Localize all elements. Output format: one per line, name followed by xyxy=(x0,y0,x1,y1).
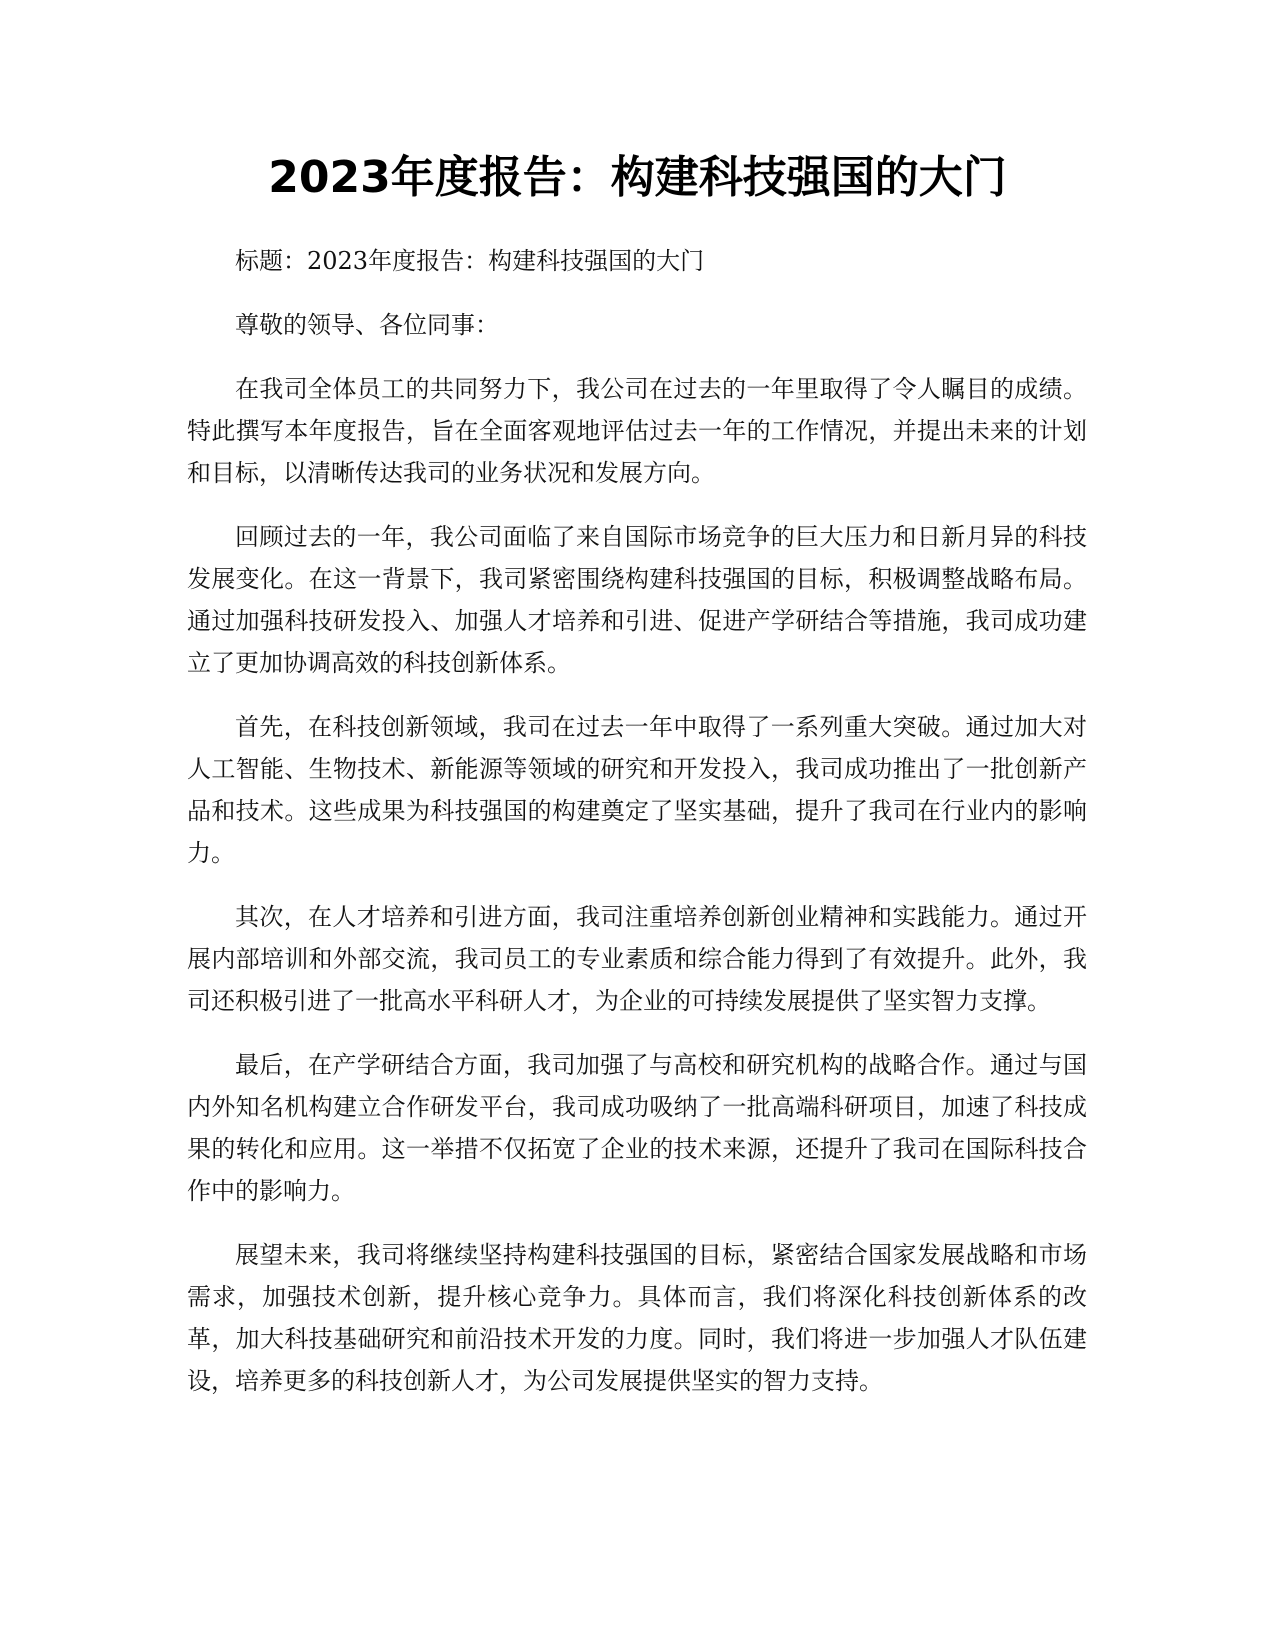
paragraph-introduction: 在我司全体员工的共同努力下，我公司在过去的一年里取得了令人瞩目的成绩。特此撰写本年度报告，旨在全面客观地评估过去一年的工作情况，并提出未来的计划和目标，以清晰传达我司的业务状况和发展方向。 xyxy=(187,375,1087,487)
paragraph-cooperation: 最后，在产学研结合方面，我司加强了与高校和研究机构的战略合作。通过与国内外知名机构建立合作研发平台，我司成功吸纳了一批高端科研项目，加速了科技成果的转化和应用。这一举措不仅拓宽了企业的技术来源，还提升了我司在国际科技合作中的影响力。 xyxy=(187,1051,1087,1205)
paragraph-talent: 其次，在人才培养和引进方面，我司注重培养创新创业精神和实践能力。通过开展内部培训和外部交流，我司员工的专业素质和综合能力得到了有效提升。此外，我司还积极引进了一批高水平科研人才，为企业的可持续发展提供了坚实智力支撑。 xyxy=(187,903,1087,1015)
paragraph-outlook: 展望未来，我司将继续坚持构建科技强国的目标，紧密结合国家发展战略和市场需求，加强技术创新，提升核心竞争力。具体而言，我们将深化科技创新体系的改革，加大科技基础研究和前沿技术开发的力度。同时，我们将进一步加强人才队伍建设，培养更多的科技创新人才，为公司发展提供坚实的智力支持。 xyxy=(187,1241,1087,1395)
paragraph-innovation: 首先，在科技创新领域，我司在过去一年中取得了一系列重大突破。通过加大对人工智能、生物技术、新能源等领域的研究和开发投入，我司成功推出了一批创新产品和技术。这些成果为科技强国的构建奠定了坚实基础，提升了我司在行业内的影响力。 xyxy=(187,713,1087,867)
document-body xyxy=(187,240,1087,1424)
paragraph-subject-line: 标题：2023年度报告：构建科技强国的大门 xyxy=(235,247,705,275)
paragraph-salutation: 尊敬的领导、各位同事： xyxy=(235,311,499,339)
document-title: 2023年度报告：构建科技强国的大门 xyxy=(268,152,1007,203)
paragraph-review: 回顾过去的一年，我公司面临了来自国际市场竞争的巨大压力和日新月异的科技发展变化。在这一背景下，我司紧密围绕构建科技强国的目标，积极调整战略布局。通过加强科技研发投入、加强人才培养和引进、促进产学研结合等措施，我司成功建立了更加协调高效的科技创新体系。 xyxy=(187,523,1087,677)
